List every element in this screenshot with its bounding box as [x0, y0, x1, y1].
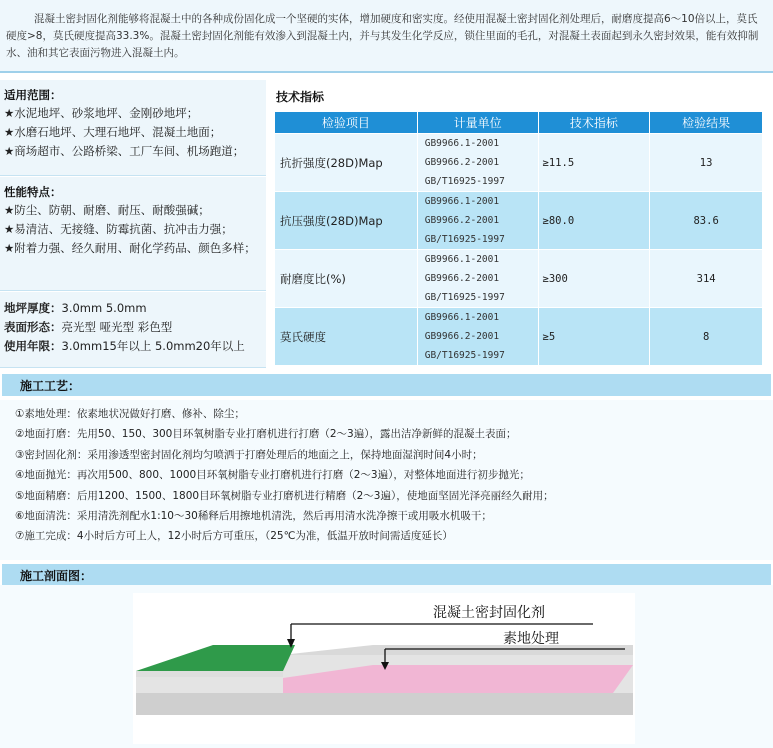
application-item: ★水泥地坪、砂浆地坪、金刚砂地坪；	[4, 106, 199, 120]
process-step: ⑤地面精磨：后用1200、1500、1800目环氧树脂专业打磨机进行精磨（2～3遍），使地面坚固光泽亮丽经久耐用；	[15, 489, 554, 502]
intro-paragraph: 混凝土密封固化剂能够将混凝土中的各种成份固化成一个坚硬的实体，增加硬度和密实度。经使用混凝土密封固化剂处理后，耐磨度提高6～10倍以上，莫氏硬度>8，莫氏硬度提高33.3%。混凝土密封固化剂能有效渗入到混凝土内，并与其发生化学反应，锁住里面的毛孔，对混凝土表面起到永久密封效果，能有效抑制水、油和其它表面污物进入混凝土内。	[0, 0, 773, 73]
spec-line	[4, 299, 262, 318]
process-step: ⑥地面清洗：采用清洗剂配水1:10～30稀释后用擦地机清洗，然后再用清水洗净擦干或用吸水机吸干；	[15, 510, 492, 523]
result-cell: 83.6	[650, 192, 763, 250]
table-header: 检验项目	[275, 112, 418, 134]
process-steps	[0, 400, 773, 560]
process-step: ③密封固化剂：采用渗透型密封固化剂均匀喷洒于打磨处理后的地面之上，保持地面湿润时间4小时；	[15, 448, 483, 461]
index-cell: ≥300	[538, 250, 650, 308]
table-row	[275, 134, 763, 192]
spec-value: 亮光型 哑光型 彩色型	[61, 320, 173, 334]
table-header: 计量单位	[417, 112, 538, 134]
section-view-title: 施工剖面图：	[2, 564, 771, 586]
spec-label: 地坪厚度：	[4, 301, 62, 315]
process-step: ⑦施工完成：4小时后方可上人，12小时后方可重压，（25℃为准，低温开放时间需适度延长）	[15, 530, 453, 543]
unit-cell: GB9966.1-2001 GB9966.2-2001 GB/T16925-1997	[417, 134, 538, 192]
features-title: 性能特点：	[4, 185, 62, 199]
unit-cell: GB9966.1-2001 GB9966.2-2001 GB/T16925-1997	[417, 192, 538, 250]
process-step: ①素地处理：依素地状况做好打磨、修补、除尘；	[15, 408, 245, 420]
applications-title: 适用范围：	[4, 88, 62, 102]
tech-title: 技术指标	[276, 90, 325, 104]
specs-block	[0, 292, 266, 368]
tech-table	[274, 111, 763, 366]
table-row	[275, 308, 763, 366]
process-section-title: 施工工艺：	[2, 374, 771, 396]
features-block	[0, 177, 266, 291]
sealer-layer-edge	[136, 671, 283, 677]
test-item: 抗压强度(28D)Map	[275, 192, 418, 250]
table-row	[275, 192, 763, 250]
application-item: ★水磨石地坪、大理石地坪、混凝土地面；	[4, 125, 222, 139]
test-item: 莫氏硬度	[275, 308, 418, 366]
cross-section-svg	[133, 593, 635, 744]
process-step: ④地面抛光：再次用500、800、1000目环氧树脂专业打磨机进行打磨（2～3遍），对整体地面进行初步抛光；	[15, 469, 530, 482]
process-step: ②地面打磨：先用50、150、300目环氧树脂专业打磨机进行打磨（2～3遍），露出洁净新鲜的混凝土表面；	[15, 428, 517, 441]
feature-item: ★附着力强、经久耐用、耐化学药品、颜色多样；	[4, 241, 256, 255]
spec-line	[4, 337, 262, 356]
index-cell: ≥5	[538, 308, 650, 366]
application-item: ★商场超市、公路桥梁、工厂车间、机场跑道；	[4, 144, 245, 158]
table-row	[275, 250, 763, 308]
spec-value: 3.0mm15年以上 5.0mm20年以上	[61, 339, 245, 353]
unit-cell: GB9966.1-2001 GB9966.2-2001 GB/T16925-1997	[417, 250, 538, 308]
feature-item: ★易清洁、无接缝、防霉抗菌、抗冲击力强；	[4, 222, 233, 236]
applications-block	[0, 80, 266, 176]
table-header: 技术指标	[538, 112, 650, 134]
test-item: 耐磨度比(%)	[275, 250, 418, 308]
spec-value: 3.0mm 5.0mm	[61, 301, 147, 315]
cross-section-diagram	[133, 593, 635, 744]
spec-label: 表面形态：	[4, 320, 62, 334]
label-substrate: 素地处理	[503, 631, 559, 647]
base-layer-side	[136, 693, 633, 715]
table-header-row	[275, 112, 763, 134]
result-cell: 13	[650, 134, 763, 192]
index-cell: ≥11.5	[538, 134, 650, 192]
unit-cell: GB9966.1-2001 GB9966.2-2001 GB/T16925-1997	[417, 308, 538, 366]
product-info-panel	[0, 80, 266, 368]
result-cell: 314	[650, 250, 763, 308]
test-item: 抗折强度(28D)Map	[275, 134, 418, 192]
result-cell: 8	[650, 308, 763, 366]
feature-item: ★防尘、防朝、耐磨、耐压、耐酸强碱；	[4, 203, 210, 217]
sealer-layer	[136, 645, 295, 671]
spec-label: 使用年限：	[4, 339, 62, 353]
label-sealer: 混凝土密封固化剂	[433, 605, 545, 621]
spec-line	[4, 318, 262, 337]
table-header: 检验结果	[650, 112, 763, 134]
index-cell: ≥80.0	[538, 192, 650, 250]
section-view-area	[0, 585, 773, 748]
